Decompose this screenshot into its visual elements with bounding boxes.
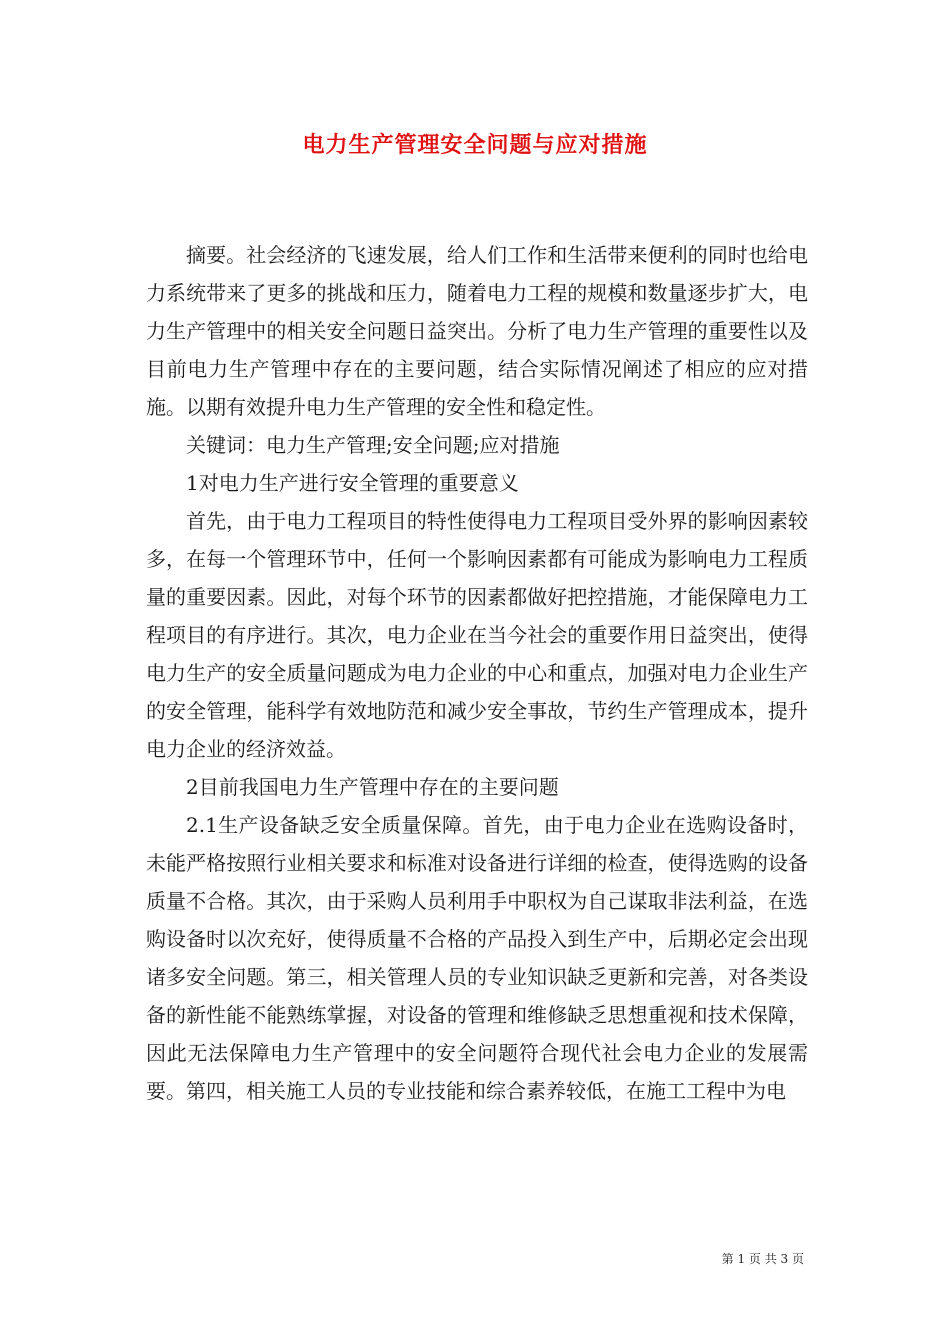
- document-body: [146, 236, 808, 1110]
- page-number-footer: 第 1 页 共 3 页: [721, 1252, 804, 1266]
- body-paragraph: 首先，由于电力工程项目的特性使得电力工程项目受外界的影响因素较多，在每一个管理环节中，任何一个影响因素都有可能成为影响电力工程质量的重要因素。因此，对每个环节的因素都做好把控措施，才能保障电力工程项目的有序进行。其次，电力企业在当今社会的重要作用日益突出，使得电力生产的安全质量问题成为电力企业的中心和重点，加强对电力企业生产的安全管理，能科学有效地防范和减少安全事故，节约生产管理成本，提升电力企业的经济效益。: [146, 509, 808, 761]
- abstract-paragraph: 摘要。社会经济的飞速发展，给人们工作和生活带来便利的同时也给电力系统带来了更多的挑战和压力，随着电力工程的规模和数量逐步扩大，电力生产管理中的相关安全问题日益突出。分析了电力生产管理的重要性以及目前电力生产管理中存在的主要问题，结合实际情况阐述了相应的应对措施。以期有效提升电力生产管理的安全性和稳定性。: [146, 243, 808, 419]
- section-heading-2: 2目前我国电力生产管理中存在的主要问题: [186, 775, 559, 799]
- section-heading-1: 1对电力生产进行安全管理的重要意义: [186, 471, 519, 495]
- document-title: 电力生产管理安全问题与应对措施: [302, 132, 648, 158]
- keywords-paragraph: 关键词：电力生产管理;安全问题;应对措施: [186, 433, 560, 457]
- body-paragraph: 2.1生产设备缺乏安全质量保障。首先，由于电力企业在选购设备时，未能严格按照行业相关要求和标准对设备进行详细的检查，使得选购的设备质量不合格。其次，由于采购人员利用手中职权为自己谋取非法利益，在选购设备时以次充好，使得质量不合格的产品投入到生产中，后期必定会出现诸多安全问题。第三，相关管理人员的专业知识缺乏更新和完善，对各类设备的新性能不能熟练掌握，对设备的管理和维修缺乏思想重视和技术保障，因此无法保障电力生产管理中的安全问题符合现代社会电力企业的发展需要。第四，相关施工人员的专业技能和综合素养较低，在施工工程中为电: [146, 813, 808, 1103]
